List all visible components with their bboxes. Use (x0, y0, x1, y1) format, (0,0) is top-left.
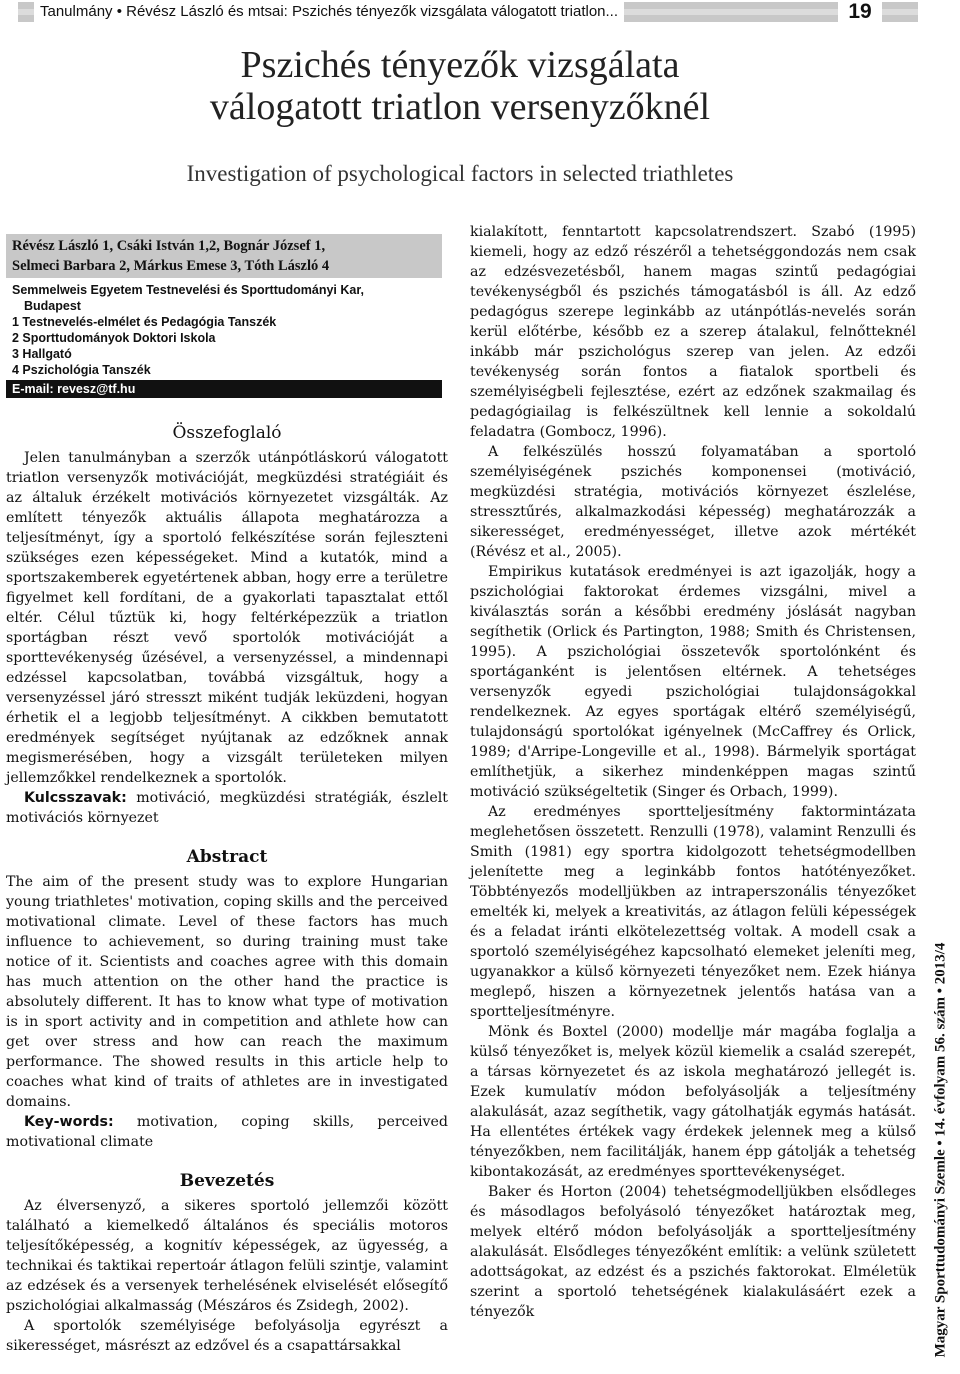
page-number: 19 (838, 0, 882, 24)
keywords-hu: motiváció, megküzdési stratégiák, észlelt motivációs környezet (6, 790, 448, 826)
intro-paragraph-2: A sportolók személyisége befolyásolja egyrészt a sikerességet, másrészt az edzővel és a csapattársakkal (6, 1318, 448, 1354)
right-paragraph-1: kialakított, fenntartott kapcsolatrendszert. Szabó (1995) kiemeli, hogy az edző részéről a tehetséggondozás nem csak az edzésvezetésből, hanem magas szintű pedagógiai tevékenységből és pszichés támogatásból is áll. Az edző pedagógus szerepe leginkább az utánpótlás-nevelés során kerül előtérbe, később ez a szerep átalakul, felnőtteknél inkább már pszichológus szerep van jelen. Az edzői tevékenység során fontos a fiatalok sportbeli és személyiségbeli fejlesztése, ezért az edzőnek szakmailag és pedagógiailag is felkészültnek kell lennie a sokoldalú feladatra (Gombocz, 1996). (470, 224, 916, 440)
journal-side-label (928, 930, 954, 1370)
abstract-hu-heading: Összefoglaló (172, 423, 282, 443)
affiliation-dept-2: 2 Sporttudományok Doktori Iskola (12, 331, 216, 345)
affiliation-university: Semmelweis Egyetem Testnevelési és Sporttudományi Kar, (12, 283, 364, 297)
article-title-line1: Pszichés tényezők vizsgálata (240, 44, 680, 86)
authors-block (6, 234, 442, 398)
abstract-en-text: The aim of the present study was to explore Hungarian young triathletes' motivation, coping skills and the perceived motivational climate. Level of these factors has much influence to achievement, so during training must take notice of it. Scientists and coaches agree with this domain has much attention on the other hand the practice is absolutely different. It has to know what type of motivation is in sport activity and in competition and athlete how can get over stress and how can reach the maximum performance. The showed results in this article help to coaches what kind of traits of athletes are in investigated domains. (6, 874, 448, 1110)
article-title (0, 44, 920, 128)
keywords-en: motivation, coping skills, perceived motivational climate (6, 1114, 448, 1150)
article-subtitle: Investigation of psychological factors in selected triathletes (186, 161, 734, 186)
keywords-label-hu: Kulcsszavak: (24, 790, 127, 806)
abstract-hu-keywords (6, 788, 448, 828)
keywords-label-en: Key-words: (24, 1114, 114, 1130)
affiliation-dept-1: 1 Testnevelés-elmélet és Pedagógia Tanszék (12, 315, 277, 329)
author-list (6, 234, 442, 278)
abstract-en-keywords (6, 1112, 448, 1152)
abstract-en-heading: Abstract (186, 847, 268, 867)
affiliation-dept-3: 3 Hallgató (12, 347, 72, 361)
intro-paragraph-1: Az élversenyző, a sikeres sportoló jellemzői között található a kiemelkedő általános és speciális motoros teljesítőképesség, a kognitív képességek, az ügyesség, a technikai és taktikai repertoár átlagon felüli szintje, valamint az edzések és a versenyek terhelésének elviselését elősegítő pszichológiai alkalmasság (Mészáros és Zsidegh, 2002). (6, 1198, 448, 1314)
author-line-1: Révész László 1, Csáki István 1,2, Bognár József 1, (12, 238, 326, 254)
running-title: Tanulmány • Révész László és mtsai: Pszichés tényezők vizsgálata válogatott triatlon... (34, 2, 624, 22)
intro-heading: Bevezetés (179, 1171, 275, 1191)
right-column (470, 222, 916, 1322)
right-paragraph-3: Empirikus kutatások eredményei is azt igazolják, hogy a pszichológiai faktorokat érdemes vizsgálni, mivel a kiválasztás során a későbbi eredmény jóslását nagyban segíthetik (Orlick és Partington, 1988; Smith és Christensen, 1995). A pszichológiai összetevők sportolónként és sportáganként is jelentősen eltérnek. A tehetséges versenyzők egyedi pszichológiai tulajdonságokkal rendelkeznek. Az egyes sportágak eltérő személyiségű, tulajdonságú sportolókat igényelnek (McCaffrey és Orlick, 1989; d'Arripe-Longeville et al., 1998). Bármelyik sportágat említhetjük, a sikerhez mindenképpen magas szintű motiváció szükségeltetik (Singer és Orbach, 1999). (470, 564, 916, 800)
left-column (6, 414, 448, 1356)
article-title-line2: válogatott triatlon versenyzőknél (209, 86, 711, 128)
affiliation-dept-4: 4 Pszichológia Tanszék (12, 363, 151, 377)
running-header (0, 0, 960, 24)
affiliation-city: Budapest (24, 299, 81, 313)
email-address[interactable]: E-mail: revesz@tf.hu (6, 380, 442, 398)
right-paragraph-5: Mönk és Boxtel (2000) modellje már magába foglalja a külső tényezőket is, melyek közül kiemelik a család szerepét, a társas környezetet és az iskola meghatározó jellegét is. Ezek kumulatív módon befolyásolják a teljesítmény alakulását, azaz segíthetik, vagy gátolhatják egymás hatását. Ha ellentétes értékek vagy érdekek jelennek meg a külső tényezőkben, nem facilitálják, hanem épp gátolják a tehetség kibontakozását, az eredményes sporttevékenységet. (470, 1024, 916, 1180)
right-paragraph-4: Az eredményes sportteljesítmény faktormintázata meglehetősen összetett. Renzulli (1978), valamint Renzulli és Smith (1981) egy sportra kidolgozott tehetségmodellben jelenítette meg a leginkább fontos hatótényezőket. Többtényezős modelljükben az intraperszonális tényezőket emelték ki, melyek a kreativitás, az átlagon felüli képességek és a feladat iránti elkötelezettség voltak. A modell csak a sportoló személyiségéhez kapcsolható elemeket jeleníti meg, ugyanakkor a külső környezeti tényezőket nem. Ezek hiánya meglepő, hiszen a környezetnek jelentős hatása van a sportteljesítményre. (470, 804, 916, 1020)
abstract-hu-text: Jelen tanulmányban a szerzők utánpótláskorú válogatott triatlon versenyzők motivációját, megküzdési stratégiáit és az általuk érzékelt motivációs környezetet vizsgálták. Az említett tényezők aktuális állapota meghatározza a teljesítményt, így a sportoló felkészítése során fejleszteni szükséges ezen képességeket. Mind a kutatók, mind a sportszakemberek egyetértenek abban, hogy erre a területre figyelmet kell fordítani, de a gyakorlati tapasztalat ettől eltér. Célul tűztük ki, hogy feltérképezzük a triatlon sportágban részt vevő sportolók motivációját a sporttevékenység űzésével, a versenyzéssel, a mindennapi edzéssel kapcsolatban, továbbá vizsgáltuk, hogy a versenyzéssel járó stresszt miként tudják leküzdeni, hogyan érhetik el a legjobb teljesítményt. A cikkben bemutatott eredmények segítséget nyújtanak az edzőknek annak megismerésében, hogy a vizsgált területeken milyen jellemzőkkel rendelkeznek a sportolók. (6, 450, 448, 786)
journal-side-label-text: Magyar Sporttudományi Szemle • 14. évfolyam 56. szám • 2013/4 (932, 942, 949, 1358)
right-paragraph-6: Baker és Horton (2004) tehetségmodelljükben elsődleges és másodlagos befolyásoló tényezőket határoztak meg, melyek eltérő módon befolyásolják a sportteljesítmény alakulását. Elsődleges tényezőként említik: a velünk született adottságokat, az edzést és a pszichés faktorokat. Elméletük szerint a sportoló tehetségének kialakulásáért ezek a tényezők (470, 1184, 916, 1320)
author-line-2: Selmeci Barbara 2, Márkus Emese 3, Tóth László 4 (12, 258, 330, 274)
right-paragraph-2: A felkészülés hosszú folyamatában a sportoló személyiségének pszichés komponensei (motiváció, megküzdési stratégia, motivációs környezet észlelése, stressztűrés, alkalmazkodási képesség) meghatározzák a sikerességet, eredményességet, illetve azok mértékét (Révész et al., 2005). (470, 444, 916, 560)
